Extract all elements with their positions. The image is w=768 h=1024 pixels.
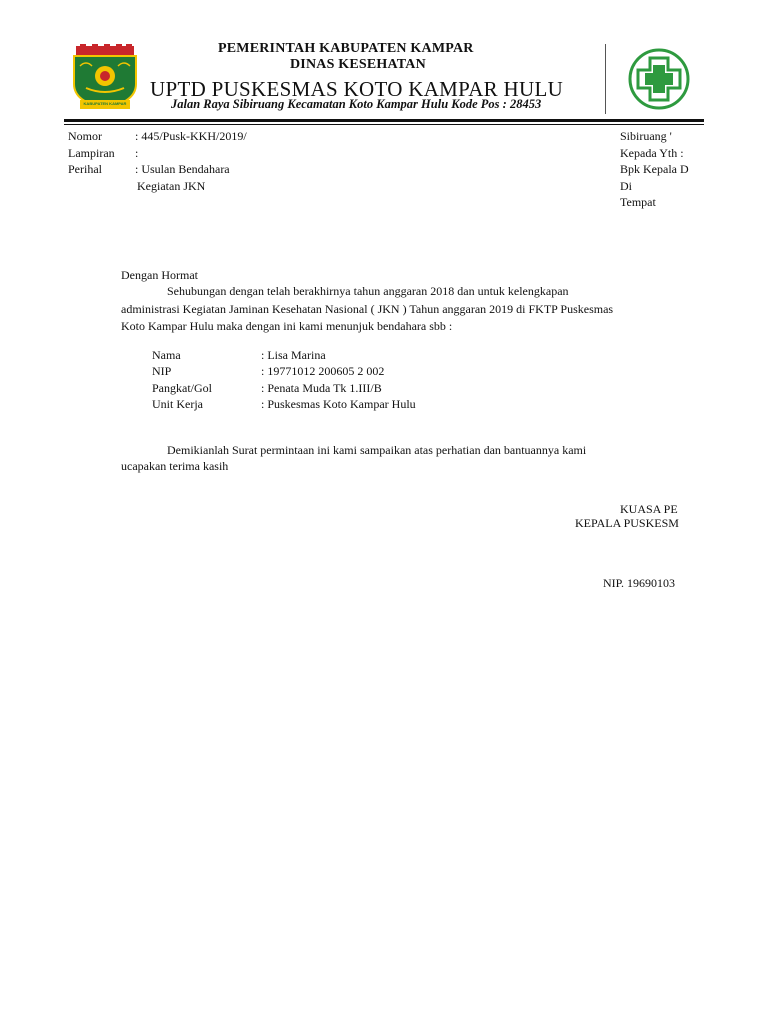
salutation: Dengan Hormat: [121, 268, 198, 282]
lampiran-value: :: [135, 146, 139, 160]
paragraph-line-3: Koto Kampar Hulu maka dengan ini kami menunjuk bendahara sbb :: [121, 319, 453, 333]
detail-value-pangkat: : Penata Muda Tk 1.III/B: [261, 381, 382, 395]
detail-label-nip: NIP: [152, 364, 172, 378]
lampiran-label: Lampiran: [68, 146, 115, 160]
nomor-label: Nomor: [68, 129, 102, 143]
closing-line-1: Demikianlah Surat permintaan ini kami sampaikan atas perhatian dan bantuannya kami: [167, 443, 587, 457]
letterhead-rule-thick: [64, 119, 704, 122]
letterhead-government: PEMERINTAH KABUPATEN KAMPAR: [218, 41, 474, 56]
recipient-name: Bpk Kepala D: [620, 162, 689, 176]
paragraph-line-1: Sehubungan dengan telah berakhirnya tahun anggaran 2018 dan untuk kelengkapan: [167, 284, 569, 298]
detail-label-nama: Nama: [152, 348, 181, 362]
nomor-value: : 445/Pusk-KKH/2019/: [135, 129, 247, 143]
recipient-kepada: Kepada Yth :: [620, 146, 684, 160]
signature-title-2: KEPALA PUSKESM: [575, 516, 679, 530]
header-divider: [605, 44, 606, 114]
detail-value-nama: : Lisa Marina: [261, 348, 326, 362]
letterhead-department: DINAS KESEHATAN: [290, 57, 426, 72]
detail-value-unit: : Puskesmas Koto Kampar Hulu: [261, 397, 416, 411]
signature-title-1: KUASA PE: [620, 502, 678, 516]
letterhead-rule-thin: [64, 124, 704, 125]
recipient-di: Di: [620, 179, 632, 193]
perihal-value: : Usulan Bendahara: [135, 162, 230, 176]
letterhead-institution: UPTD PUSKESMAS KOTO KAMPAR HULU: [150, 77, 564, 101]
detail-value-nip: : 19771012 200605 2 002: [261, 364, 385, 378]
signature-nip: NIP. 19690103: [603, 576, 676, 590]
emblem-caption: KABUPATEN KAMPAR: [83, 101, 127, 106]
detail-label-unit: Unit Kerja: [152, 397, 203, 411]
detail-label-pangkat: Pangkat/Gol: [152, 381, 212, 395]
place-date: Sibiruang ': [620, 129, 672, 143]
recipient-tempat: Tempat: [620, 195, 656, 209]
letterhead-address: Jalan Raya Sibiruang Kecamatan Koto Kampar Hulu Kode Pos : 28453: [171, 97, 542, 111]
perihal-label: Perihal: [68, 162, 102, 176]
puskesmas-cross-icon: [628, 48, 690, 110]
closing-line-2: ucapakan terima kasih: [121, 459, 229, 473]
paragraph-line-2: administrasi Kegiatan Jaminan Kesehatan Nasional ( JKN ) Tahun anggaran 2019 di FKTP Puskesmas: [121, 302, 614, 316]
perihal-value-continued: Kegiatan JKN: [137, 179, 206, 193]
